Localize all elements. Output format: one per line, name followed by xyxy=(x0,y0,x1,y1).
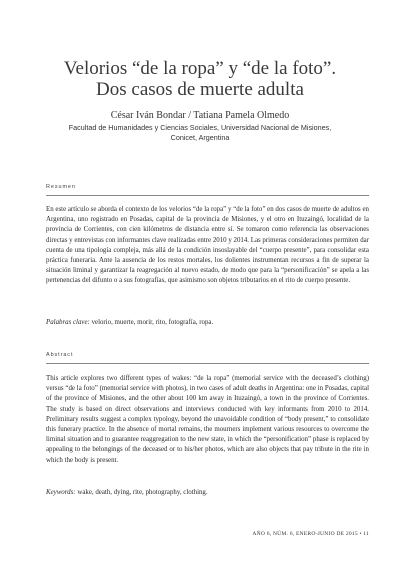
affiliation-line-2: Conicet, Argentina xyxy=(170,133,230,142)
resumen-keywords xyxy=(46,318,369,328)
title-line-2: Dos casos de muerte adulta xyxy=(96,79,304,100)
resumen-divider xyxy=(46,195,369,196)
abstract-keywords-list: wake, death, dying, rite, photography, clothing. xyxy=(77,489,208,496)
affiliation xyxy=(30,123,370,143)
abstract-text: This article explores two different types of wakes: “de la ropa” (memorial service with the deceased’s clothing) versus “de la foto” (memorial service with photos), in two cases of adult deaths in Argentina: one in Posadas, capital of the province of Misiones, and the other about 100 km away in Ituzaingó, a town in the province of Corrientes. The study is based on direct observations and interviews conducted with key informants from 2010 to 2014. Preliminary results suggest a complex typology, beyond the unavoidable condition of “body present,” to consolidate this funerary practice. In the absence of mortal remains, the mourners implement various resources to overcome the liminal situation and to guarantee reaggregation to the new state, in which the “personification” phase is replaced by appealing to the belongings of the deceased or to his/her photos, which are also objects that pay tribute in the rite in which the body is present. xyxy=(46,375,369,464)
title-line-1: Velorios “de la ropa” y “de la foto”. xyxy=(63,58,337,79)
resumen-keywords-label: Palabras clave: xyxy=(46,319,90,326)
resumen-keywords-list: velorio, muerte, morir, rito, fotografía, ropa. xyxy=(91,319,214,326)
authors: César Iván Bondar / Tatiana Pamela Olmedo xyxy=(110,110,290,121)
affiliation-line-1: Facultad de Humanidades y Ciencias Sociales, Universidad Nacional de Misiones, xyxy=(68,123,332,132)
abstract-keywords xyxy=(46,488,369,498)
article-title xyxy=(0,58,400,100)
resumen-text: En este artículo se aborda el contexto de los velorios “de la ropa” y “de la foto” en dos casos de muerte de adultos en Argentina, uno registrado en Posadas, capital de la provincia de Misiones, y el otro en Ituzaingó, localidad de la provincia de Corrientes, con cien kilómetros de distancia entre sí. Se tomaron como referencia las observaciones directas y entrevistas con informantes clave realizadas entre 2010 y 2014. Las primeras consideraciones permiten dar cuenta de una tipología compleja, más allá de la condición insoslayable del “cuerpo presente”, para consolidar esta práctica funeraria. Ante la ausencia de los restos mortales, los dolientes instrumentan recursos a fin de superar la situación liminal y garantizar la reagregación al nuevo estado, de modo que para la “personificación” se apela a las pertenencias del difunto o a sus fotografías, que asimismo son objetos tributarios en el rito de cuerpo presente. xyxy=(46,206,369,285)
abstract-heading: Abstract xyxy=(46,352,74,358)
abstract-keywords-label: Keywords: xyxy=(46,489,76,496)
resumen-heading: Resumen xyxy=(46,184,76,190)
abstract-divider xyxy=(46,363,369,364)
page-footer: AÑO 6, NÚM. 6, ENERO-JUNIO DE 2015 • 11 xyxy=(252,531,369,537)
